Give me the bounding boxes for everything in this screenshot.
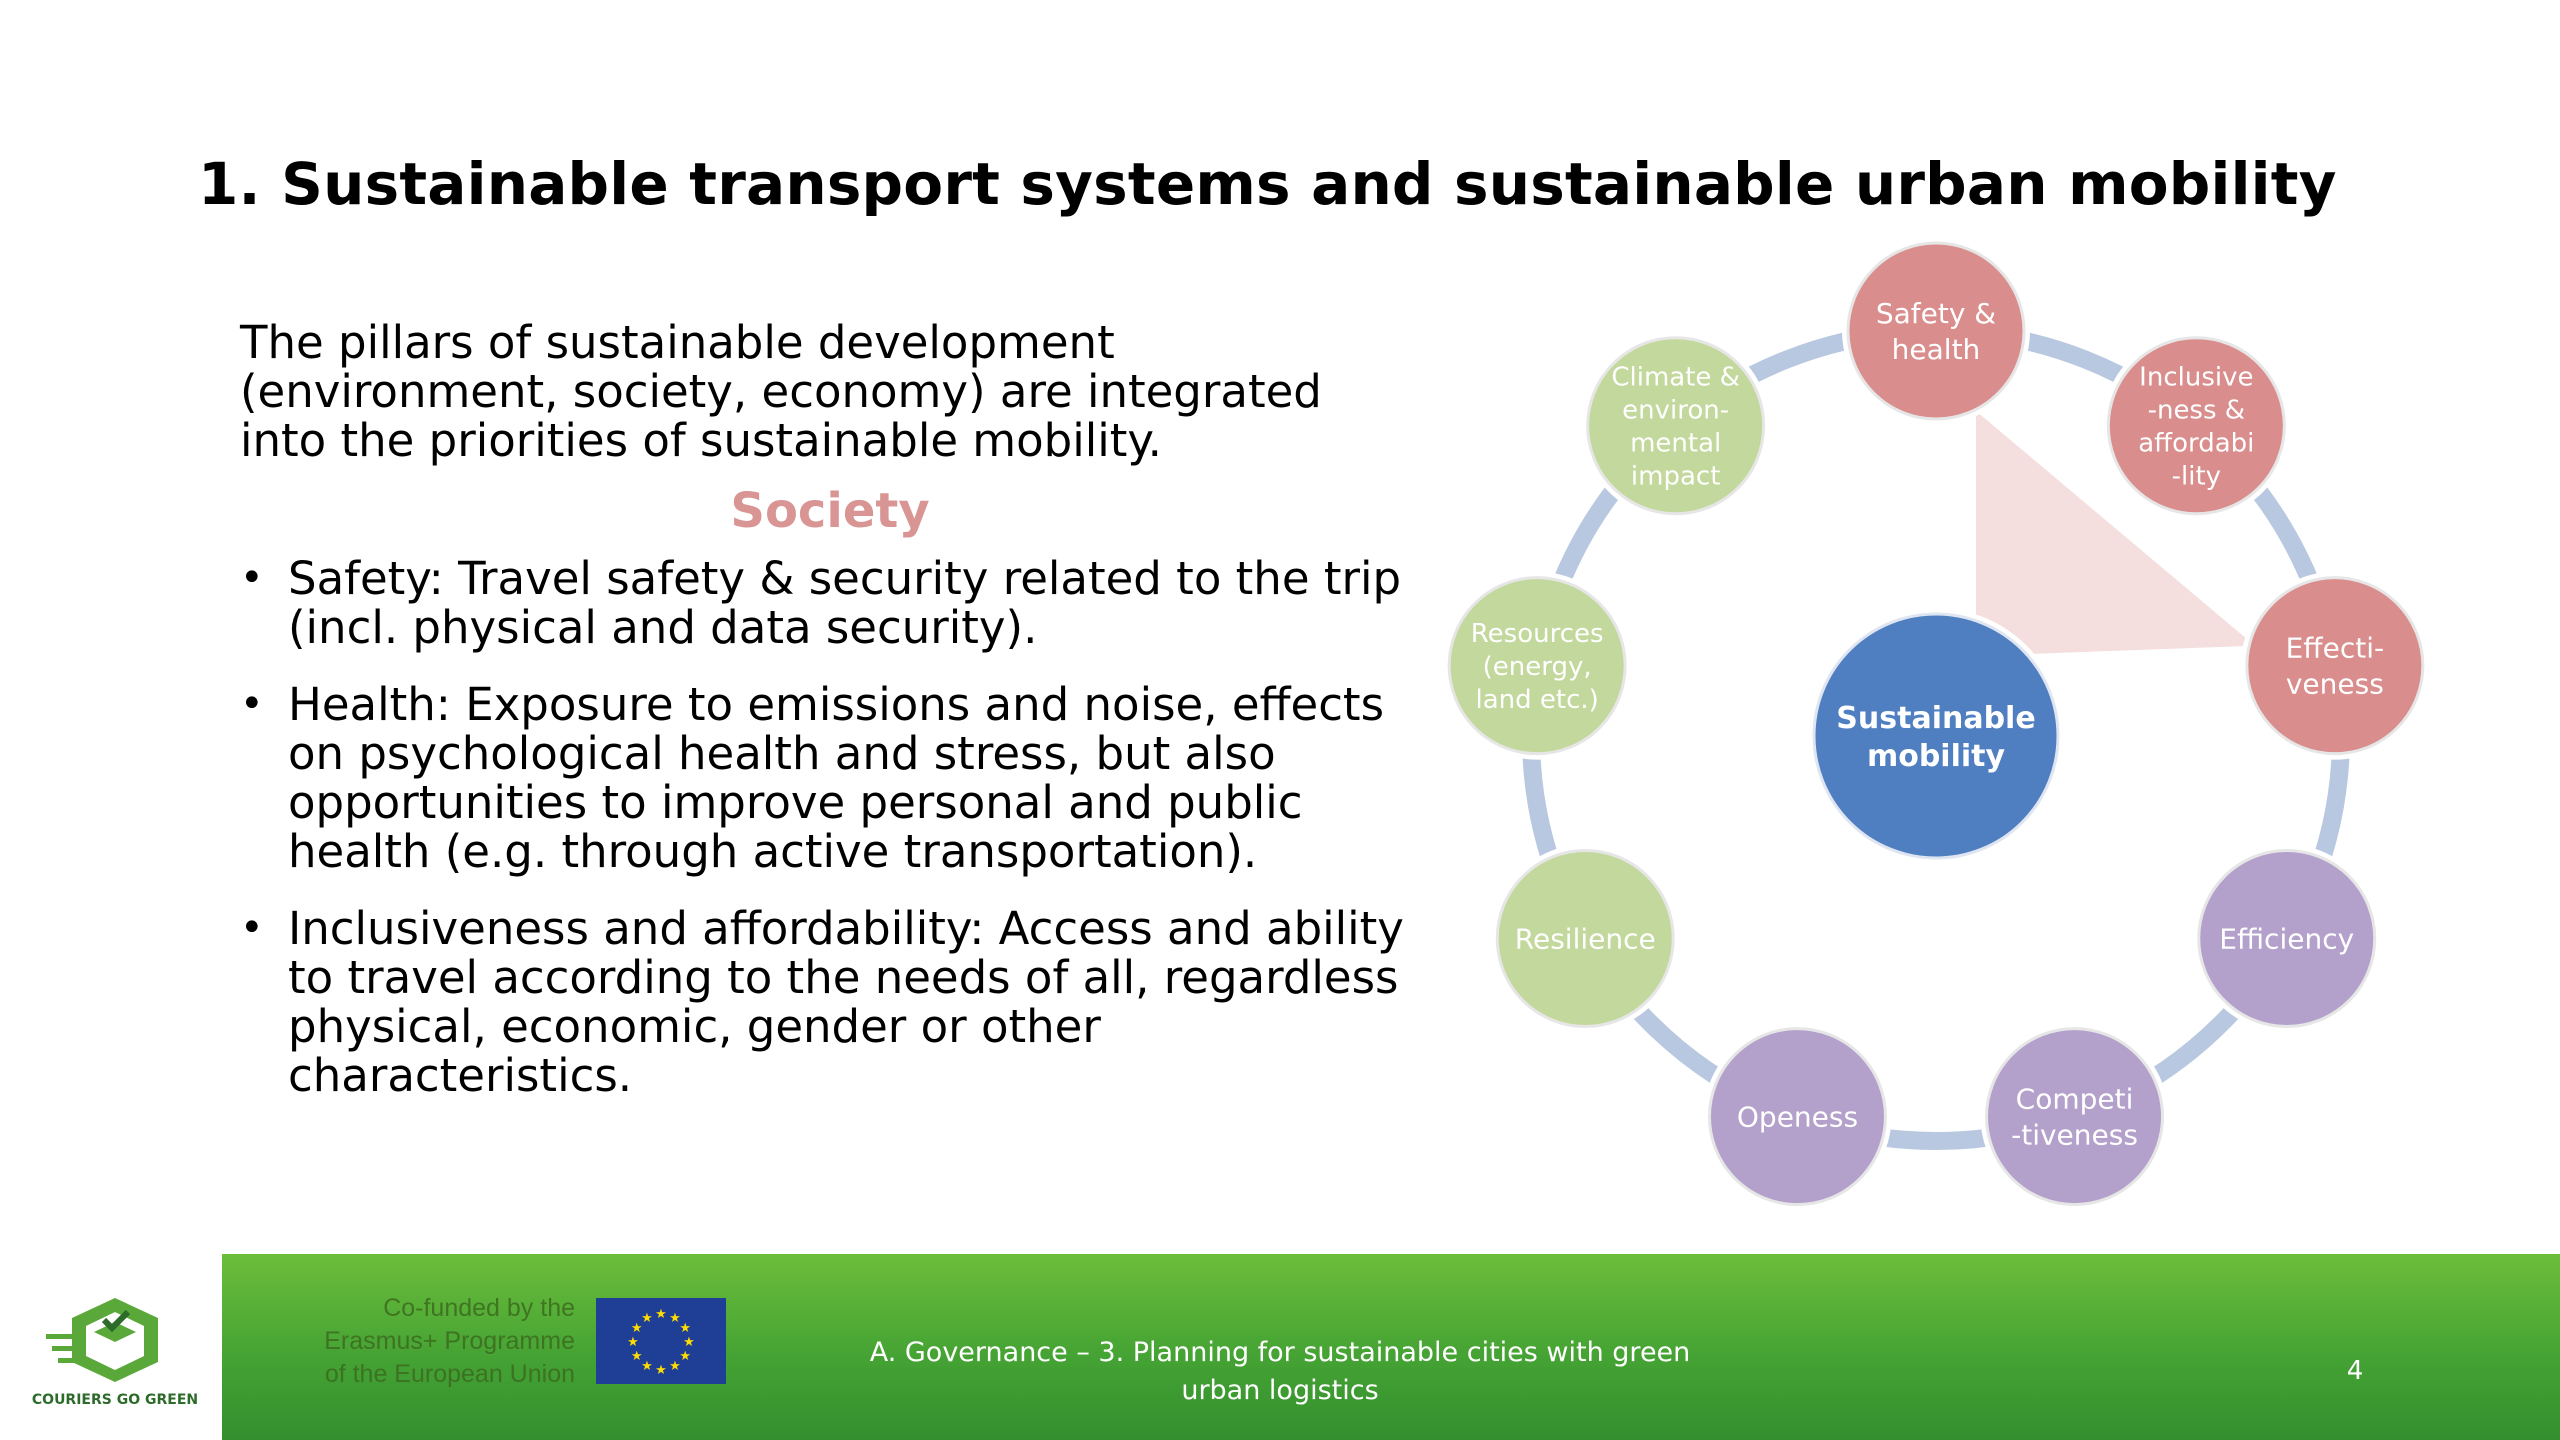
- cycle-node-label: mental: [1630, 428, 1722, 459]
- cycle-node: [1842, 237, 2030, 425]
- cycle-node-label: Inclusive: [2139, 362, 2254, 393]
- cycle-node-label: Resources: [1470, 618, 1604, 649]
- bullet-dot-icon: •: [240, 905, 264, 951]
- eu-star-icon: ★: [641, 1310, 653, 1326]
- cycle-node-label: -ness &: [2147, 395, 2246, 426]
- cycle-node-label: -lity: [2171, 461, 2222, 492]
- eu-star-icon: ★: [627, 1335, 639, 1350]
- cycle-node: [2102, 332, 2290, 520]
- cycle-node: [1443, 572, 1631, 760]
- bullet-safety: [240, 554, 1420, 652]
- eu-star-icon: ★: [630, 1349, 643, 1364]
- cofunded-line: Co-funded by the: [383, 1294, 575, 1322]
- cycle-node: [1582, 332, 1770, 520]
- bullet-text: Safety: Travel safety & security related to the trip (incl. physical and data security).: [288, 552, 1402, 654]
- bullet-dot-icon: •: [240, 681, 264, 727]
- cycle-node-label: affordabi: [2138, 428, 2255, 459]
- eu-star-icon: ★: [683, 1335, 695, 1350]
- page-number: 4: [2346, 1356, 2364, 1386]
- bullet-inclusiveness: [240, 904, 1420, 1100]
- cycle-node-label: impact: [1630, 461, 1721, 492]
- cofunded-line: Erasmus+ Programme: [324, 1327, 575, 1355]
- sustainable-mobility-diagram: [1420, 230, 2460, 1230]
- footer-text-line: A. Governance – 3. Planning for sustainable cities with green: [869, 1337, 1691, 1368]
- bullet-text: Inclusiveness and affordability: Access and ability to travel according to the needs of all, regardless physical, economic, gender or other characteristics.: [288, 902, 1404, 1102]
- cycle-node-label: Safety &: [1875, 296, 1997, 330]
- cycle-node-label: health: [1891, 332, 1981, 366]
- cycle-node-label: veness: [2285, 667, 2384, 701]
- center-node: [1808, 608, 2064, 864]
- cycle-node: [1703, 1023, 1891, 1211]
- cycle-node-label: Resilience: [1514, 922, 1656, 956]
- cycle-node: [1491, 845, 1679, 1033]
- section-heading-society: Society: [730, 483, 930, 539]
- center-node-label: mobility: [1866, 739, 2006, 774]
- cycle-node-label: Efficiency: [2219, 922, 2355, 956]
- bullet-dot-icon: •: [240, 555, 264, 601]
- eu-star-icon: ★: [669, 1310, 681, 1326]
- intro-paragraph: The pillars of sustainable development (environment, society, economy) are integrated into the priorities of sustainable mobility.: [240, 316, 1322, 467]
- footer-course-text: [860, 1334, 1700, 1410]
- bullet-health: [240, 680, 1420, 876]
- cofunded-line: of the European Union: [324, 1360, 575, 1388]
- eu-star-icon: ★: [679, 1321, 692, 1336]
- eu-star-icon: ★: [679, 1349, 692, 1364]
- center-node-label: Sustainable: [1836, 701, 2036, 736]
- cycle-node-label: land etc.): [1475, 684, 1599, 715]
- cycle-node: [1981, 1023, 2169, 1211]
- couriers-go-green-logo-icon: [40, 1290, 190, 1390]
- eu-star-icon: ★: [630, 1321, 643, 1336]
- cycle-node: [2193, 845, 2381, 1033]
- cycle-node-label: Climate &: [1611, 362, 1740, 393]
- footer-text-line: urban logistics: [1181, 1375, 1379, 1406]
- cycle-node: [2241, 572, 2429, 760]
- cycle-node-label: Openess: [1736, 1100, 1859, 1134]
- cycle-node-label: (energy,: [1482, 651, 1592, 682]
- eu-star-icon: ★: [655, 1363, 667, 1378]
- cofunded-text: [290, 1292, 575, 1391]
- eu-star-icon: ★: [669, 1359, 681, 1375]
- eu-star-icon: ★: [641, 1359, 653, 1375]
- cycle-node-label: Effecti-: [2285, 631, 2385, 665]
- cycle-node-label: environ-: [1622, 395, 1730, 426]
- cycle-node-label: -tiveness: [2011, 1118, 2138, 1152]
- slide-title: 1. Sustainable transport systems and sustainable urban mobility: [198, 150, 2337, 218]
- slide-body: [240, 318, 1420, 1128]
- brand-name: COURIERS GO GREEN: [31, 1392, 199, 1408]
- eu-flag-icon: [596, 1298, 726, 1384]
- eu-star-icon: ★: [655, 1307, 667, 1322]
- bullet-text: Health: Exposure to emissions and noise, effects on psychological health and stress, but also opportunities to improve personal and public health (e.g. through active transportation).: [288, 678, 1385, 878]
- cycle-node-label: Competi: [2015, 1082, 2134, 1116]
- bullet-list: [240, 554, 1420, 1100]
